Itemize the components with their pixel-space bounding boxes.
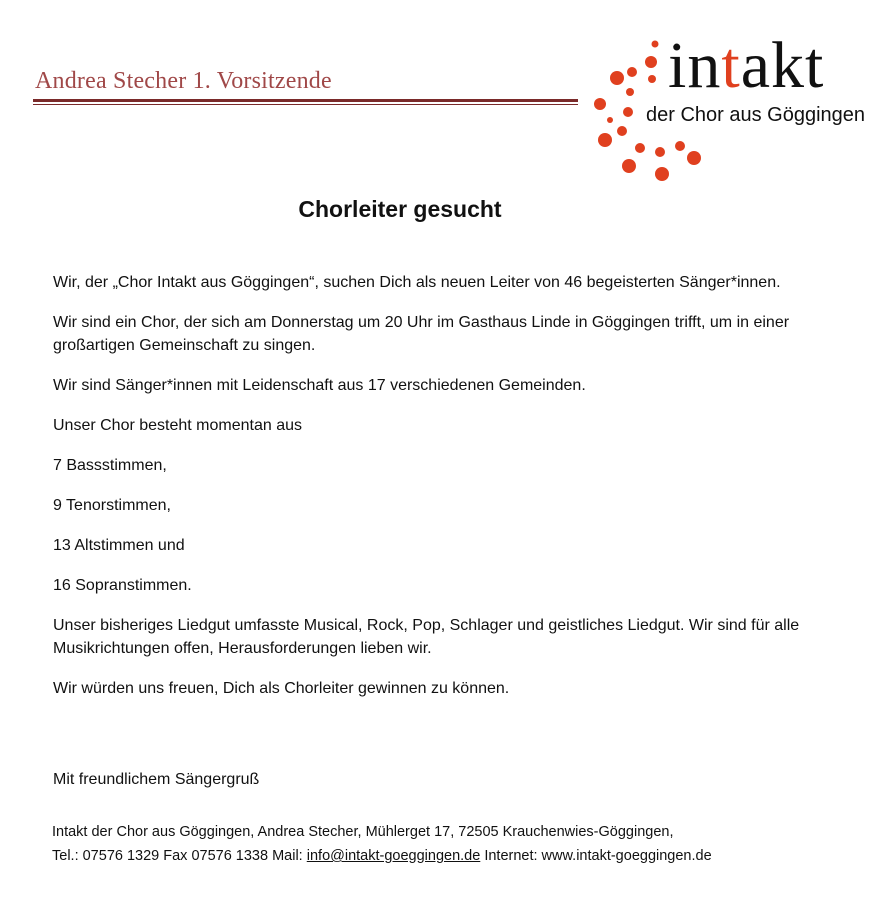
closing-greeting: Mit freundlichem Sängergruß xyxy=(53,771,260,788)
voice-count-soprano: 16 Sopranstimmen. xyxy=(53,577,192,594)
voice-count-tenor: 9 Tenorstimmen, xyxy=(53,497,171,514)
header-rule-thick xyxy=(33,99,578,102)
footer-contact-line xyxy=(52,844,852,868)
voice-count-bass: 7 Bassstimmen, xyxy=(53,457,167,474)
page-title: Chorleiter gesucht xyxy=(298,196,502,222)
logo-dot xyxy=(645,56,657,68)
logo-tagline: der Chor aus Göggingen xyxy=(646,104,866,126)
logo-dot xyxy=(622,159,636,173)
logo-dot xyxy=(610,71,624,85)
paragraph: Wir würden uns freuen, Dich als Chorleiter gewinnen zu können. xyxy=(53,680,510,697)
paragraph: Wir, der „Chor Intakt aus Göggingen“, suchen Dich als neuen Leiter von 46 begeisterten Sänger*innen. xyxy=(53,274,781,291)
logo-dot xyxy=(594,98,606,110)
footer-phone-fax: Tel.: 07576 1329 Fax 07576 1338 Mail: xyxy=(52,848,303,864)
logo-dot xyxy=(687,151,701,165)
footer-internet: Internet: www.intakt-goeggingen.de xyxy=(484,848,712,864)
logo-dot xyxy=(607,117,613,123)
logo-dot xyxy=(655,147,665,157)
logo-dot xyxy=(655,167,669,181)
logo-dot xyxy=(617,126,627,136)
header-rule-thin xyxy=(33,104,578,105)
paragraph: Unser Chor besteht momentan aus xyxy=(53,417,303,434)
logo-dot xyxy=(652,41,659,48)
logo-wordmark: intakt xyxy=(668,29,825,102)
logo-dot xyxy=(627,67,637,77)
paragraph: Wir sind Sänger*innen mit Leidenschaft aus 17 verschiedenen Gemeinden. xyxy=(53,377,586,394)
logo-dot xyxy=(623,107,633,117)
footer-address: Intakt der Chor aus Göggingen, Andrea Stecher, Mühlerget 17, 72505 Krauchenwies-Göggingen, xyxy=(52,824,674,840)
paragraph: Unser bisheriges Liedgut umfasste Musical, Rock, Pop, Schlager und geistliches Liedgut. Wir sind für alle Musikrichtungen offen, Herausforderungen lieben wir. xyxy=(53,617,800,657)
logo-dot xyxy=(635,143,645,153)
logo-dot xyxy=(675,141,685,151)
logo-dot xyxy=(598,133,612,147)
author-header: Andrea Stecher 1. Vorsitzende xyxy=(35,68,332,94)
logo-dot xyxy=(648,75,656,83)
footer-contact xyxy=(52,820,852,868)
logo-dot xyxy=(626,88,634,96)
letter-body xyxy=(53,271,823,717)
paragraph: Wir sind ein Chor, der sich am Donnerstag um 20 Uhr im Gasthaus Linde in Göggingen trifft, um in einer großartigen Gemeinschaft zu singen. xyxy=(53,314,790,354)
voice-count-alto: 13 Altstimmen und xyxy=(53,537,185,554)
email-link[interactable]: info@intakt-goeggingen.de xyxy=(306,848,481,864)
